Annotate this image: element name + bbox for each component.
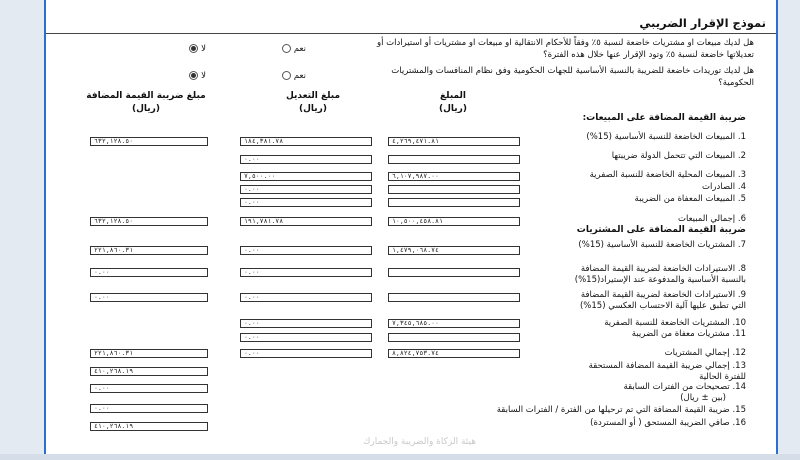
question-1-no-option[interactable] [189, 44, 206, 54]
row-8-label-line-2: بالنسبة الأساسية والمدفوعة عند الإستيراد(15%) [574, 275, 746, 285]
column-vat-label: مبلغ ضريبة القيمة المضافة [86, 91, 206, 101]
question-1-yes-label: نعم [293, 44, 306, 54]
row-2-amount-field[interactable] [388, 155, 520, 164]
row-6-adjustment-field[interactable]: ١٩١,٧٨١.٧٨ [240, 217, 372, 226]
row-9-label-line-2: التي تطبق عليها آلية الاحتساب العكسي (15%) [579, 301, 746, 311]
row-6-vat-field[interactable]: ٦٣٢,١٢٨.٥٠ [90, 217, 208, 226]
row-3-adjustment-field[interactable]: ٧,٥٠٠.٠٠ [240, 172, 372, 181]
column-vat-currency: (ريال) [132, 104, 160, 114]
row-6-label: 6. إجمالي المبيعات [677, 214, 746, 224]
row-8-adjustment-field[interactable]: ٠.٠٠ [240, 268, 372, 277]
row-16-vat-field[interactable]: ٤١٠,٢٦٨.١٩ [90, 422, 208, 431]
row-10-label: 10. المشتريات الخاضعة للنسبة الصفرية [604, 318, 746, 328]
row-5-adjustment-field[interactable]: ٠.٠٠ [240, 198, 372, 207]
row-13-vat-field[interactable]: ٤١٠,٢٦٨.١٩ [90, 367, 208, 376]
row-7-vat-field[interactable]: ٢٢١,٨٦٠.٣١ [90, 246, 208, 255]
column-header-amount [388, 90, 518, 116]
row-11-label: 11. مشتريات معفاة من الضريبة [631, 329, 746, 339]
row-8-label-line-1: 8. الاستيرادات الخاضعة لضريبة القيمة المضافة [580, 264, 746, 274]
question-2-no-option[interactable] [189, 71, 206, 81]
row-4-amount-field[interactable] [388, 185, 520, 194]
question-1-no-label: لا [201, 44, 206, 54]
column-adjustment-currency: (ريال) [299, 104, 327, 114]
row-6-amount-field[interactable]: ١٠,٥٠٠,٤٥٨.٨١ [388, 217, 520, 226]
row-14-vat-field[interactable]: ٠.٠٠ [90, 384, 208, 393]
row-8-label [575, 264, 746, 286]
bottom-window-frame [0, 454, 800, 460]
authority-watermark: هيئة الزكاة والضريبة والجمارك [362, 437, 476, 447]
row-13-label [589, 361, 746, 383]
row-3-label: 3. المبيعات المحلية الخاضعة للنسبة الصفرية [589, 170, 746, 180]
column-amount-label: المبلغ [440, 91, 466, 101]
row-12-vat-field[interactable]: ٢٢١,٨٦٠.٣١ [90, 349, 208, 358]
row-1-label: 1. المبيعات الخاضعة للنسبة الأساسية (15%) [586, 132, 746, 142]
question-1-yes-radio[interactable] [282, 44, 291, 53]
row-12-label: 12. إجمالي المشتريات [664, 348, 746, 358]
row-12-amount-field[interactable]: ٨,٨٢٤,٧٥٣.٧٤ [388, 349, 520, 358]
question-2-no-label: لا [201, 71, 206, 81]
row-1-vat-field[interactable]: ٦٣٢,١٢٨.٥٠ [90, 137, 208, 146]
tax-return-form [46, 0, 776, 454]
question-1-yes-option[interactable] [282, 44, 306, 54]
question-2-text: هل لديك توريدات خاضعة للضريبة بالنسبة الأساسية للجهات الحكومية وفق نظام المنافسات والمشتريات الحكومية؟ [391, 66, 754, 88]
row-7-amount-field[interactable]: ١,٤٧٩,٠٦٨.٧٤ [388, 246, 520, 255]
question-1-text: هل لديك مبيعات او مشتريات خاضعة لنسبة ٥٪ وفقاً للأحكام الانتقالية او مبيعات او مشتريات أو استيرادات أو تعديلاتها خاضعة لنسبة ٥٪ وتود الإقرار عنها خلال هذه الفترة؟ [376, 38, 754, 60]
row-2-label: 2. المبيعات التي تتحمل الدولة ضريبتها [611, 151, 746, 161]
row-2-adjustment-field[interactable]: ٠.٠٠ [240, 155, 372, 164]
row-5-label: 5. المبيعات المعفاة من الضريبة [634, 194, 746, 204]
row-8-vat-field[interactable]: ٠.٠٠ [90, 268, 208, 277]
left-window-frame [0, 0, 46, 460]
row-12-adjustment-field[interactable]: ٠.٠٠ [240, 349, 372, 358]
row-15-vat-field[interactable]: ٠.٠٠ [90, 404, 208, 413]
purchases-section-heading: ضريبة القيمة المضافة على المشتريات [576, 225, 746, 235]
row-10-adjustment-field[interactable]: ٠.٠٠ [240, 319, 372, 328]
column-header-vat [66, 90, 226, 116]
row-9-vat-field[interactable]: ٠.٠٠ [90, 293, 208, 302]
row-13-label-line-1: 13. إجمالي ضريبة القيمة المضافة المستحقة [588, 361, 746, 371]
row-3-amount-field[interactable]: ٦,١٠٧,٩٨٧.٠٠ [388, 172, 520, 181]
right-window-frame [776, 0, 800, 460]
column-amount-currency: (ريال) [439, 104, 467, 114]
row-14-label [624, 382, 746, 404]
row-9-amount-field[interactable] [388, 293, 520, 302]
question-2-yes-option[interactable] [282, 71, 306, 81]
title-divider [46, 33, 776, 34]
question-1-no-radio[interactable] [189, 44, 198, 53]
row-7-adjustment-field[interactable]: ٠.٠٠ [240, 246, 372, 255]
row-4-label: 4. الصادرات [702, 182, 746, 192]
sales-section-heading: ضريبة القيمة المضافة على المبيعات: [582, 113, 746, 123]
question-2-yes-radio[interactable] [282, 71, 291, 80]
row-13-label-line-2: للفترة الحالية [699, 372, 746, 382]
column-adjustment-label: مبلغ التعديل [285, 91, 341, 101]
row-14-label-line-2: (بين ± ريال) [680, 393, 726, 403]
question-2-yes-label: نعم [293, 71, 306, 81]
row-1-adjustment-field[interactable]: ١٨٤,٣٨١.٧٨ [240, 137, 372, 146]
row-1-amount-field[interactable]: ٤,٢٦٩,٤٧١.٨١ [388, 137, 520, 146]
row-8-amount-field[interactable] [388, 268, 520, 277]
row-4-adjustment-field[interactable]: ٠.٠٠ [240, 185, 372, 194]
row-9-adjustment-field[interactable]: ٠.٠٠ [240, 293, 372, 302]
row-7-label: 7. المشتريات الخاضعة للنسبة الأساسية (15%) [578, 240, 746, 250]
row-9-label-line-1: 9. الاستيرادات الخاضعة لضريبة القيمة المضافة [580, 290, 746, 300]
row-9-label [580, 290, 746, 312]
form-title: نموذج الإقرار الضريبي [639, 16, 766, 30]
question-2-no-radio[interactable] [189, 71, 198, 80]
column-header-adjustment [248, 90, 378, 116]
row-16-label: 16. صافي الضريبة المستحق ( أو المستردة) [590, 418, 746, 428]
row-11-amount-field[interactable] [388, 333, 520, 342]
row-10-amount-field[interactable]: ٧,٣٤٥,٦٨٥.٠٠ [388, 319, 520, 328]
row-15-label: 15. ضريبة القيمة المضافة التي تم ترحيلها من الفترة / الفترات السابقة [496, 405, 746, 415]
row-5-amount-field[interactable] [388, 198, 520, 207]
row-14-label-line-1: 14. تصحيحات من الفترات السابقة [623, 382, 746, 392]
row-11-adjustment-field[interactable]: ٠.٠٠ [240, 333, 372, 342]
